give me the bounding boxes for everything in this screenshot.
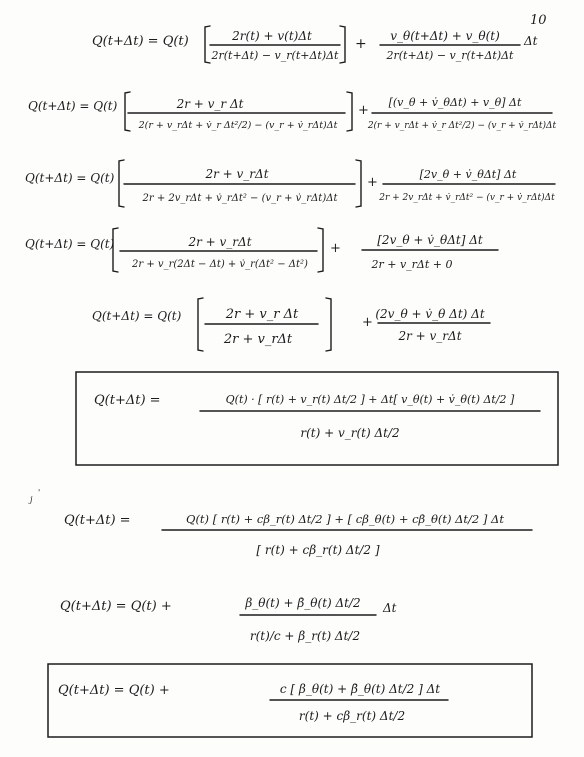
equation-3-lhs: Q(t+Δt) = Q(t) bbox=[25, 171, 115, 185]
equation-4-denominator-1: 2r + v_r(2Δt − Δt) + v̇_r(Δt² − Δt²) bbox=[132, 259, 308, 270]
boxed-1-denominator: r(t) + v_r(t) Δt/2 bbox=[300, 426, 400, 440]
equation-line-2 bbox=[28, 92, 557, 131]
boxed-2-numerator: c [ β_θ(t) + β̇_θ(t) Δt/2 ] Δt bbox=[279, 682, 441, 696]
equation-2-denominator-2: 2(r + v_rΔt + v̇_r Δt²/2) − (v_r + v̇_rΔt)Δt bbox=[367, 121, 557, 131]
right-bracket bbox=[326, 298, 331, 351]
equation-4-lhs: Q(t+Δt) = Q(t) bbox=[25, 237, 115, 251]
equation-3-denominator-1: 2r + 2v_rΔt + v̇_rΔt² − (v_r + v̇_rΔt)Δt bbox=[142, 193, 338, 204]
equation-line-7 bbox=[64, 512, 532, 557]
boxed-result-2 bbox=[48, 664, 532, 737]
left-bracket bbox=[125, 92, 130, 131]
equation-4-numerator-1: 2r + v_rΔt bbox=[188, 235, 252, 249]
equation-5-denominator-2: 2r + v_rΔt bbox=[398, 329, 462, 343]
equation-line-4 bbox=[25, 228, 498, 272]
boxed-1-numerator: Q(t) · [ r(t) + v_r(t) Δt/2 ] + Δt[ v_θ(t) + v̇_θ(t) Δt/2 ] bbox=[225, 393, 515, 406]
plus-sign: + bbox=[358, 103, 369, 118]
boxed-2-denominator: r(t) + cβ_r(t) Δt/2 bbox=[298, 709, 406, 723]
left-bracket bbox=[198, 298, 203, 351]
boxed-result-1 bbox=[76, 372, 558, 465]
equation-2-numerator-1: 2r + v_r Δt bbox=[176, 97, 244, 111]
equation-7-numerator: Q(t) [ r(t) + cβ_r(t) Δt/2 ] + [ cβ_θ(t) + cβ̇_θ(t) Δt/2 ] Δt bbox=[186, 512, 504, 526]
equation-line-5 bbox=[92, 298, 490, 351]
equation-7-denominator: [ r(t) + cβ_r(t) Δt/2 ] bbox=[256, 543, 380, 557]
left-bracket bbox=[119, 160, 124, 207]
equation-8-lhs: Q(t+Δt) = Q(t) + bbox=[60, 599, 172, 614]
plus-sign: + bbox=[367, 175, 378, 190]
boxed-1-lhs: Q(t+Δt) = bbox=[94, 393, 161, 408]
equation-8-numerator: β_θ(t) + β̇_θ(t) Δt/2 bbox=[245, 596, 361, 610]
right-bracket bbox=[340, 26, 345, 63]
right-bracket bbox=[318, 228, 323, 272]
equation-5-denominator-1: 2r + v_rΔt bbox=[223, 332, 293, 347]
equation-3-denominator-2: 2r + 2v_rΔt + v̇_rΔt² − (v_r + v̇_rΔt)Δt bbox=[379, 193, 555, 203]
plus-sign: + bbox=[355, 36, 367, 52]
equation-line-8 bbox=[60, 596, 397, 643]
equation-5-numerator-2: (2v_θ + v̇_θ Δt) Δt bbox=[375, 307, 485, 321]
margin-mark: ' bbox=[38, 488, 41, 497]
page-number: 10 bbox=[530, 13, 547, 28]
equation-8-tail: Δt bbox=[383, 601, 397, 615]
equation-2-numerator-2: [(v_θ + v̇_θΔt) + v_θ] Δt bbox=[388, 96, 522, 109]
equation-1-numerator-1: 2r(t) + v(t)Δt bbox=[232, 29, 312, 43]
equation-1-denominator-1: 2r(t+Δt) − v_r(t+Δt)Δt bbox=[211, 49, 339, 62]
equation-4-numerator-2: [2v_θ + v̇_θΔt] Δt bbox=[377, 233, 483, 247]
equation-8-denominator: r(t)/c + β_r(t) Δt/2 bbox=[249, 629, 361, 643]
equation-1-lhs: Q(t+Δt) = Q(t) bbox=[92, 34, 189, 49]
plus-sign: + bbox=[330, 241, 341, 256]
equation-4-denominator-2: 2r + v_rΔt + 0 bbox=[371, 258, 453, 271]
right-bracket bbox=[347, 92, 352, 131]
equation-line-3 bbox=[25, 160, 555, 207]
left-bracket bbox=[205, 26, 210, 63]
equation-2-lhs: Q(t+Δt) = Q(t) bbox=[28, 99, 118, 113]
equation-1-denominator-2: 2r(t+Δt) − v_r(t+Δt)Δt bbox=[386, 49, 514, 62]
equation-3-numerator-1: 2r + v_rΔt bbox=[205, 167, 269, 181]
right-bracket bbox=[356, 160, 361, 207]
equation-3-numerator-2: [2v_θ + v̇_θΔt] Δt bbox=[419, 168, 517, 181]
equation-line-1 bbox=[92, 26, 538, 63]
equation-5-lhs: Q(t+Δt) = Q(t) bbox=[92, 309, 182, 323]
plus-sign: + bbox=[362, 315, 373, 330]
equation-1-numerator-2: v_θ(t+Δt) + v_θ(t) bbox=[390, 29, 500, 43]
result-box bbox=[76, 372, 558, 465]
equation-5-numerator-1: 2r + v_r Δt bbox=[225, 307, 299, 322]
equation-1-tail: Δt bbox=[524, 34, 538, 48]
equation-2-denominator-1: 2(r + v_rΔt + v̇_r Δt²/2) − (v_r + v̇_rΔt)Δt bbox=[138, 120, 338, 131]
boxed-2-lhs: Q(t+Δt) = Q(t) + bbox=[58, 683, 170, 698]
equation-7-lhs: Q(t+Δt) = bbox=[64, 513, 131, 528]
margin-mark: j bbox=[30, 495, 33, 504]
